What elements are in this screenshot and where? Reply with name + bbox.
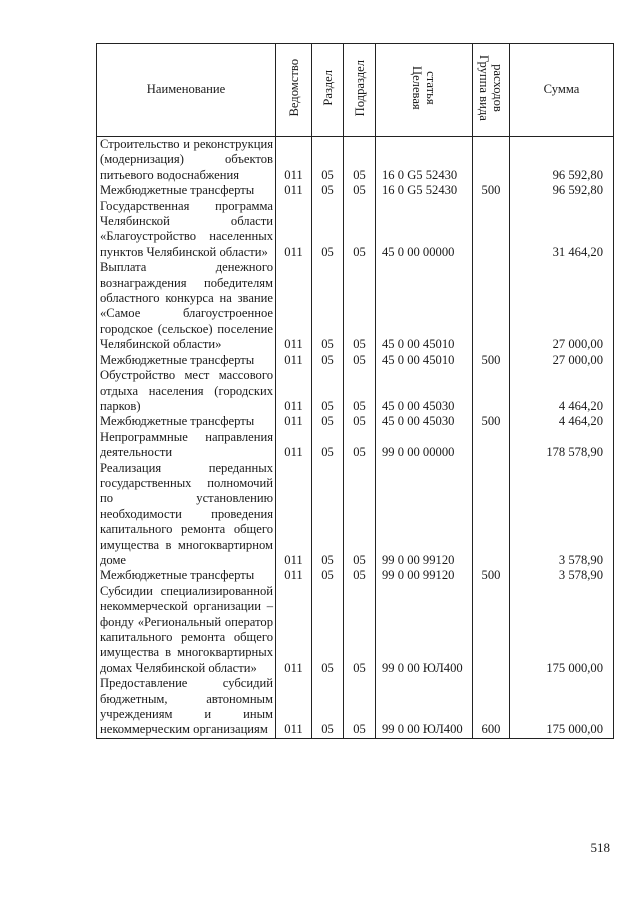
row-razdel: 05	[312, 430, 344, 461]
header-gruppa-vida-raskhodov: Группа вида расходов	[473, 44, 510, 137]
row-podrazdel: 05	[344, 368, 376, 414]
row-podrazdel: 05	[344, 183, 376, 198]
header-vedomstvo: Ведомство	[276, 44, 312, 137]
table-row	[97, 676, 614, 738]
row-razdel: 05	[312, 137, 344, 184]
row-gruppa	[473, 430, 510, 461]
row-name: Межбюджетные трансферты	[97, 568, 276, 583]
row-gruppa: 600	[473, 676, 510, 738]
row-celevaya-statya: 45 0 00 45010	[376, 353, 473, 368]
row-vedomstvo: 011	[276, 414, 312, 429]
row-vedomstvo: 011	[276, 430, 312, 461]
row-razdel: 05	[312, 353, 344, 368]
row-summa: 3 578,90	[510, 461, 614, 569]
table-row	[97, 260, 614, 352]
header-summa: Сумма	[510, 44, 614, 137]
row-podrazdel: 05	[344, 584, 376, 676]
header-podrazdel: Подраздел	[344, 44, 376, 137]
row-podrazdel: 05	[344, 461, 376, 569]
table-row	[97, 199, 614, 261]
header-razdel: Раздел	[312, 44, 344, 137]
row-razdel: 05	[312, 260, 344, 352]
row-razdel: 05	[312, 183, 344, 198]
row-celevaya-statya: 45 0 00 45030	[376, 414, 473, 429]
row-razdel: 05	[312, 368, 344, 414]
table-row	[97, 368, 614, 414]
row-summa: 175 000,00	[510, 676, 614, 738]
row-vedomstvo: 011	[276, 183, 312, 198]
row-gruppa: 500	[473, 414, 510, 429]
row-gruppa: 500	[473, 568, 510, 583]
row-celevaya-statya: 45 0 00 45030	[376, 368, 473, 414]
row-gruppa	[473, 584, 510, 676]
row-name: Межбюджетные трансферты	[97, 183, 276, 198]
row-podrazdel: 05	[344, 676, 376, 738]
row-vedomstvo: 011	[276, 676, 312, 738]
row-razdel: 05	[312, 199, 344, 261]
row-celevaya-statya: 16 0 G5 52430	[376, 137, 473, 184]
page-number: 518	[590, 840, 610, 855]
row-summa: 96 592,80	[510, 137, 614, 184]
row-name: Строительство и реконструкция (модернизация) объектов питьевого водоснабжения	[97, 137, 276, 184]
table-row	[97, 584, 614, 676]
table-row	[97, 353, 614, 368]
row-celevaya-statya: 99 0 00 ЮЛ400	[376, 584, 473, 676]
header-name: Наименование	[97, 44, 276, 137]
row-summa: 27 000,00	[510, 260, 614, 352]
table-row	[97, 414, 614, 429]
row-name: Межбюджетные трансферты	[97, 353, 276, 368]
row-podrazdel: 05	[344, 430, 376, 461]
row-celevaya-statya: 45 0 00 00000	[376, 199, 473, 261]
row-gruppa	[473, 199, 510, 261]
row-name: Государственная программа Челябинской области «Благоустройство населенных пунктов Челябинской области»	[97, 199, 276, 261]
row-gruppa	[473, 461, 510, 569]
row-vedomstvo: 011	[276, 353, 312, 368]
row-celevaya-statya: 16 0 G5 52430	[376, 183, 473, 198]
row-podrazdel: 05	[344, 568, 376, 583]
row-podrazdel: 05	[344, 353, 376, 368]
budget-table	[96, 43, 614, 739]
row-name: Предоставление субсидий бюджетным, автономным учреждениям и иным некоммерческим организациям	[97, 676, 276, 738]
row-vedomstvo: 011	[276, 584, 312, 676]
row-gruppa: 500	[473, 183, 510, 198]
row-celevaya-statya: 99 0 00 00000	[376, 430, 473, 461]
row-name: Выплата денежного вознаграждения победителям областного конкурса на звание «Самое благоустроенное городское (сельское) поселение Челябинской области»	[97, 260, 276, 352]
row-celevaya-statya: 99 0 00 99120	[376, 568, 473, 583]
row-summa: 96 592,80	[510, 183, 614, 198]
row-podrazdel: 05	[344, 137, 376, 184]
row-summa: 31 464,20	[510, 199, 614, 261]
row-summa: 4 464,20	[510, 414, 614, 429]
table-row	[97, 430, 614, 461]
row-podrazdel: 05	[344, 199, 376, 261]
row-name: Непрограммные направления деятельности	[97, 430, 276, 461]
row-summa: 175 000,00	[510, 584, 614, 676]
row-celevaya-statya: 45 0 00 45010	[376, 260, 473, 352]
row-name: Обустройство мест массового отдыха населения (городских парков)	[97, 368, 276, 414]
row-gruppa: 500	[473, 353, 510, 368]
header-celevaya-statya: Целевая статья	[376, 44, 473, 137]
row-vedomstvo: 011	[276, 137, 312, 184]
row-summa: 27 000,00	[510, 353, 614, 368]
row-razdel: 05	[312, 568, 344, 583]
row-podrazdel: 05	[344, 414, 376, 429]
row-vedomstvo: 011	[276, 199, 312, 261]
row-summa: 4 464,20	[510, 368, 614, 414]
row-razdel: 05	[312, 414, 344, 429]
row-razdel: 05	[312, 584, 344, 676]
row-vedomstvo: 011	[276, 368, 312, 414]
table-row	[97, 183, 614, 198]
row-gruppa	[473, 368, 510, 414]
table-row	[97, 568, 614, 583]
row-vedomstvo: 011	[276, 568, 312, 583]
row-name: Реализация переданных государственных полномочий по установлению необходимости проведения капитального ремонта общего имущества в многоквартирном доме	[97, 461, 276, 569]
row-podrazdel: 05	[344, 260, 376, 352]
row-celevaya-statya: 99 0 00 99120	[376, 461, 473, 569]
row-name: Межбюджетные трансферты	[97, 414, 276, 429]
row-gruppa	[473, 260, 510, 352]
row-name: Субсидии специализированной некоммерческой организации – фонду «Региональный оператор капитального ремонта общего имущества в многоквартирных домах Челябинской области»	[97, 584, 276, 676]
row-razdel: 05	[312, 676, 344, 738]
row-vedomstvo: 011	[276, 260, 312, 352]
table-row	[97, 137, 614, 184]
row-summa: 178 578,90	[510, 430, 614, 461]
row-summa: 3 578,90	[510, 568, 614, 583]
table-header-row	[97, 44, 614, 137]
row-vedomstvo: 011	[276, 461, 312, 569]
row-razdel: 05	[312, 461, 344, 569]
table-row	[97, 461, 614, 569]
row-gruppa	[473, 137, 510, 184]
row-celevaya-statya: 99 0 00 ЮЛ400	[376, 676, 473, 738]
